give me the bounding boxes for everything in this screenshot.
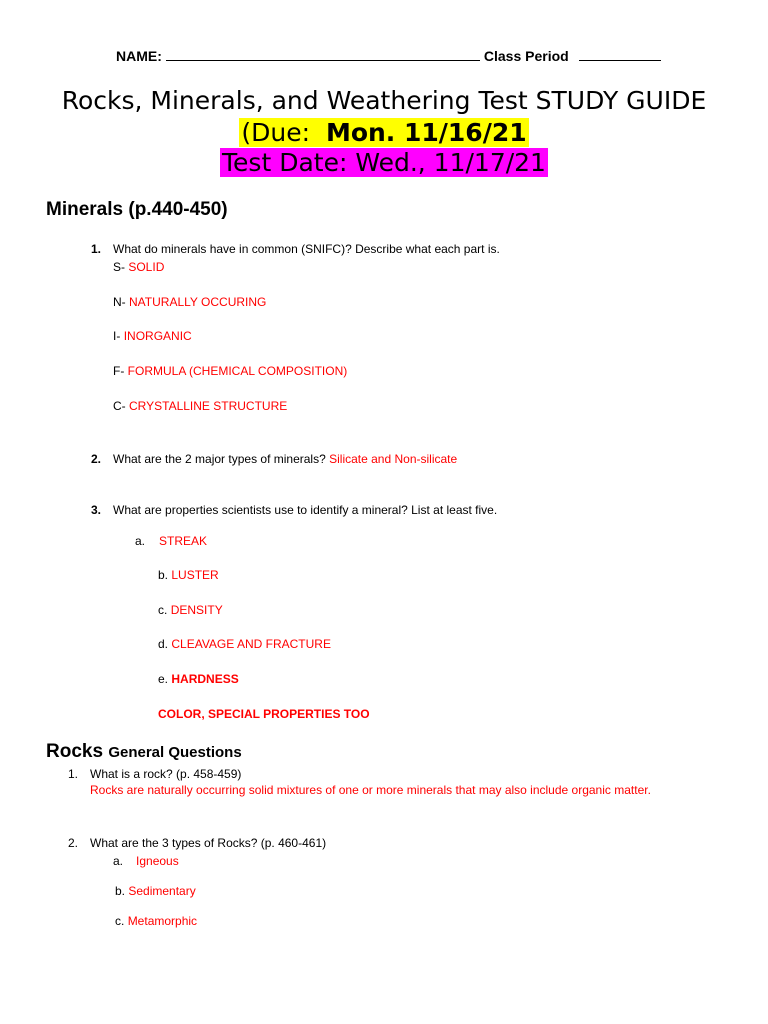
rock-type-item [113, 854, 179, 868]
snifc-letter: I- [113, 329, 121, 343]
property-answer: CLEAVAGE AND FRACTURE [171, 637, 331, 651]
class-period-blank [579, 47, 661, 61]
snifc-answer: NATURALLY OCCURING [129, 295, 267, 309]
test-date: Test Date: Wed., 11/17/21 [222, 148, 546, 177]
snifc-item [113, 399, 287, 413]
class-period-label: Class Period [483, 48, 569, 64]
rocks-q1-answer: Rocks are naturally occurring solid mixtures of one or more minerals that may also include organic matter. [90, 783, 651, 797]
rock-type-answer: Sedimentary [128, 884, 196, 898]
rocks-heading-main: Rocks [46, 741, 104, 762]
rock-type-item [115, 884, 196, 898]
rocks-q2-text: What are the 3 types of Rocks? (p. 460-461) [90, 836, 327, 850]
q1-number: 1. [91, 242, 102, 256]
rock-type-letter: b. [115, 884, 126, 898]
rock-type-letter: c. [115, 914, 125, 928]
snifc-answer: FORMULA (CHEMICAL COMPOSITION) [127, 364, 348, 378]
snifc-letter: S- [113, 260, 125, 274]
snifc-letter: N- [113, 295, 126, 309]
property-extra: COLOR, SPECIAL PROPERTIES TOO [158, 707, 370, 721]
snifc-letter: F- [113, 364, 125, 378]
property-letter: e. [158, 672, 169, 686]
rock-type-answer: Metamorphic [127, 914, 198, 928]
rocks-q2-number: 2. [68, 836, 79, 850]
snifc-answer: INORGANIC [123, 329, 192, 343]
q3-text: What are properties scientists use to identify a mineral? List at least five. [113, 503, 498, 517]
due-prefix: (Due: [241, 118, 311, 147]
property-item [135, 534, 207, 548]
snifc-item [113, 295, 266, 309]
snifc-item [113, 364, 347, 378]
page-title: Rocks, Minerals, and Weathering Test STUDY GUIDE [61, 86, 707, 115]
name-line [116, 47, 661, 64]
rock-type-letter: a. [113, 854, 124, 868]
minerals-heading: Minerals (p.440-450) [46, 199, 228, 220]
rocks-q1-text: What is a rock? (p. 458-459) [90, 767, 242, 781]
due-highlight [239, 118, 528, 147]
test-date-line [0, 148, 768, 177]
property-item [158, 568, 219, 582]
property-letter: b. [158, 568, 169, 582]
property-answer: LUSTER [171, 568, 219, 582]
q2-number: 2. [91, 452, 102, 466]
name-label: NAME: [116, 48, 162, 64]
q1-text: What do minerals have in common (SNIFC)? Describe what each part is. [113, 242, 500, 256]
rock-type-answer: Igneous [136, 854, 179, 868]
rocks-heading [46, 741, 242, 763]
property-answer: DENSITY [170, 603, 223, 617]
property-item [158, 672, 239, 686]
rocks-q1-number: 1. [68, 767, 79, 781]
snifc-answer: SOLID [128, 260, 165, 274]
property-item [158, 637, 331, 651]
name-blank [166, 47, 480, 61]
q3-number: 3. [91, 503, 102, 517]
due-line [0, 118, 768, 147]
q2-line [113, 452, 457, 466]
snifc-item [113, 260, 164, 274]
q2-answer: Silicate and Non-silicate [329, 452, 458, 466]
property-answer: HARDNESS [171, 672, 239, 686]
property-letter: d. [158, 637, 169, 651]
due-date: Mon. 11/16/21 [325, 118, 527, 147]
property-letter: a. [135, 534, 146, 548]
snifc-item [113, 329, 192, 343]
property-letter: c. [158, 603, 168, 617]
rock-type-item [115, 914, 197, 928]
rocks-heading-sub: General Questions [108, 744, 242, 761]
property-answer: STREAK [159, 534, 208, 548]
snifc-letter: C- [113, 399, 126, 413]
snifc-answer: CRYSTALLINE STRUCTURE [129, 399, 288, 413]
q2-text: What are the 2 major types of minerals? [113, 452, 326, 466]
property-item [158, 603, 223, 617]
